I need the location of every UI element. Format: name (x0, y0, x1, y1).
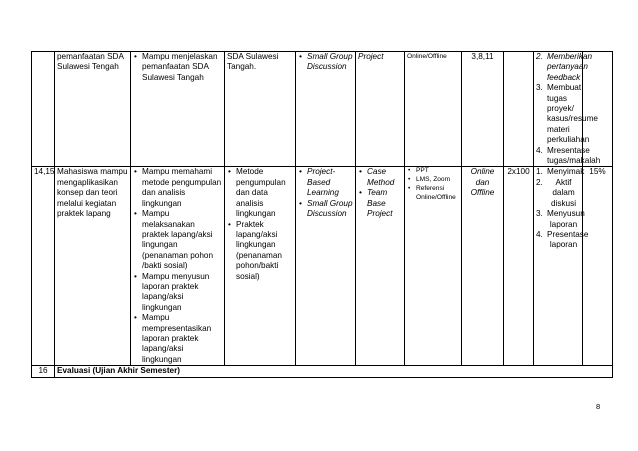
competency-cell: Mahasiswa mampu mengaplikasikan konsep dan teori melalui kegiatan praktek lapang (55, 167, 131, 366)
list-item: • PPT (407, 167, 459, 176)
list-item: • Mampu menyusun laporan praktek lapang/aksi lingkungan (133, 272, 222, 314)
list-item: • Mampu melaksanakan praktek lapang/aksi lingungan (penanaman pohon /bakti sosial) (133, 209, 222, 271)
activities-cell (534, 52, 601, 167)
table-row-continued (32, 52, 613, 167)
week-cell (32, 52, 55, 167)
list-item: • Mampu memahami metode pengumpulan dan analisis lingkungan (133, 167, 222, 209)
list-item: • Praktek lapang/aksi lingkungan (penanaman pohon/bakti sosial) (227, 220, 293, 282)
list-item: 4. Mresentase tugas/makalah (536, 146, 580, 167)
reference-cell: 3,8,11 (462, 52, 504, 167)
weight-cell: 15% (583, 167, 613, 366)
materials-cell: SDA Sulawesi Tangah. (225, 52, 296, 167)
week-cell: 14,15 (32, 167, 55, 366)
list-item: • Team Base Project (358, 188, 402, 219)
list-item: • Metode pengumpulan dan data analisis lingkungan (227, 167, 293, 219)
indicators-cell (131, 167, 225, 366)
methods-cell: Project (356, 52, 405, 167)
time-cell: 2x100 (504, 167, 534, 366)
indicators-cell (131, 52, 225, 167)
list-item: 3. Menyusun laporan (536, 209, 580, 230)
week-cell: 16 (32, 366, 55, 377)
media-cell (405, 167, 462, 366)
time-cell (504, 52, 534, 167)
table-row-14-15 (32, 167, 613, 366)
list-item: • Small Group Discussion (298, 52, 353, 73)
methods-cell (356, 167, 405, 366)
table-row-16 (32, 366, 613, 377)
rps-table (31, 51, 613, 378)
learning-form-cell (296, 167, 356, 366)
list-item: • Mampu menjelaskan pemanfaatan SDA Sulawesi Tangah (133, 52, 222, 83)
materials-cell (225, 167, 296, 366)
list-item: 3. Membuat tugas proyek/ kasus/resume materi perkuliahan (536, 83, 580, 145)
learning-form-cell (296, 52, 356, 167)
list-item: • LMS, Zoom (407, 176, 459, 185)
list-item: 2. Aktif dalam diskusi (536, 178, 580, 209)
media-cell: Online/Offline (405, 52, 462, 167)
list-item: • Small Group Discussion (298, 199, 353, 220)
list-item: • Project-Based Learning (298, 167, 353, 198)
page-number: 8 (596, 402, 601, 411)
list-item: 1. Menyimak (536, 167, 580, 177)
competency-cell: pemanfaatan SDA Sulawesi Tengah (55, 52, 131, 167)
evaluation-label: Evaluasi (Ujian Akhir Semester) (55, 366, 613, 377)
list-item: • Referensi Online/Offline (407, 185, 459, 203)
list-item: • Case Method (358, 167, 402, 188)
list-item: 2. Memberikan pertanyaan feedback (536, 52, 580, 83)
list-item: • Mampu mempresentasikan laporan praktek lapang/aksi lingkungan (133, 313, 222, 365)
activities-cell (534, 167, 589, 366)
list-item: 4. Presentase laporan (536, 230, 580, 251)
mode-cell: Online dan Offline (462, 167, 504, 366)
